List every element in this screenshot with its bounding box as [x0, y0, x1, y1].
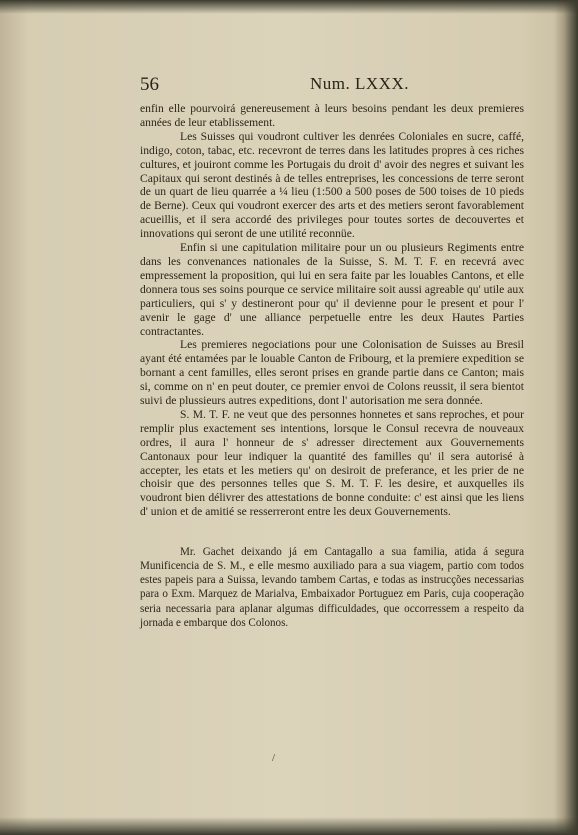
french-paragraph-3: Enfin si une capitulation militaire pour un ou plusieurs Regiments entre dans les convenances nationales de la Suisse, S. M. T. F. en recevrá avec empressement la proposition, qui lui en sera faite par les louables Cantons, et elle donnera tous ses soins pourque ce service militaire soit aussi agreable qu' utile aux particuliers, qui s' y destineront pour qu' il devienne pour le present et pour l' avenir le gage d' une alliance perpetuelle entre les deux Hautes Parties contractantes. [140, 241, 524, 338]
page-top-shadow [0, 0, 578, 14]
french-paragraph-5: S. M. T. F. ne veut que des personnes honnetes et sans reproches, et pour remplir plus exactement ses intentions, lorsque le Consul recevra de nouveaux ordres, il aura l' honneur de s' adresser directement aux Gouvernements Cantonaux pour leur indiquer la quantité des familles qu' il sera autorisé à accepter, les etats et les metiers qu' on desiroit de preferance, et les prier de ne choisir que des personnes telles que S. M. T. F. les desire, et auxquelles ils voudront bien délivrer des attestations de bonne conduite: c' est ainsi que les liens d' union et de amitié se resserreront entre les deux Gouvernements. [140, 407, 524, 519]
portuguese-paragraph-1: Mr. Gachet deixando já em Cantagallo a sua familia, atida á segura Munificencia de S. M., e elle mesmo auxiliado para a sua viagem, partio com todos estes papeis para a Suissa, levando tambem Cartas, e todas as instrucções necessarias para o Exm. Marquez de Marialva, Embaixador Portuguez em Paris, cuja cooperação seria necessaria para aplanar algumas difficuldades, que occorressem a respeito da jornada e embarque dos Colonos. [140, 546, 524, 629]
page-number: 56 [140, 74, 159, 95]
french-paragraph-1: enfin elle pourvoirá genereusement à leurs besoins pendant les deux premieres années de leur etablissement. [140, 102, 524, 129]
page-bottom-shadow [0, 817, 578, 835]
french-paragraph-2: Les Suisses qui voudront cultiver les denrées Coloniales en sucre, caffé, indigo, coton, tabac, etc. recevront de terres dans les latitudes propres à ces riches cultures, et jouiront comme les Portugais du droit d' avoir des negres et suivant les Capitaux qui seront destinés à de telles entreprises, les concessions de terre seront de un quart de lieu quarrée a ¼ lieu (1:500 a 500 poses de 500 toises de 10 pieds de Berne). Ceux qui voudront exercer des arts et des metiers seront favorablement acueillis, et il sera accordé des privileges pour toutes sortes de decouvertes et innovations qui seront de une utilité reconnüe. [140, 129, 524, 241]
french-text-block [140, 102, 524, 630]
page-right-shadow [554, 0, 578, 835]
page-header [140, 74, 524, 100]
portuguese-text-block [140, 545, 524, 630]
french-paragraph-4: Les premieres negociations pour une Colonisation de Suisses au Bresil ayant été entamées par le louable Canton de Fribourg, et la premiere expedition se bornant a cent familles, elles seront prises en grande partie dans ce Canton; mais si, comme on n' en peut douter, ce premier envoi de Colons reussit, il sera bientot suivi de plussieurs autres expeditions, dont l' autorisation me sera donnée. [140, 338, 524, 408]
running-head: Num. LXXX. [310, 74, 409, 93]
stray-mark: / [272, 752, 276, 764]
section-spacer [140, 519, 524, 545]
